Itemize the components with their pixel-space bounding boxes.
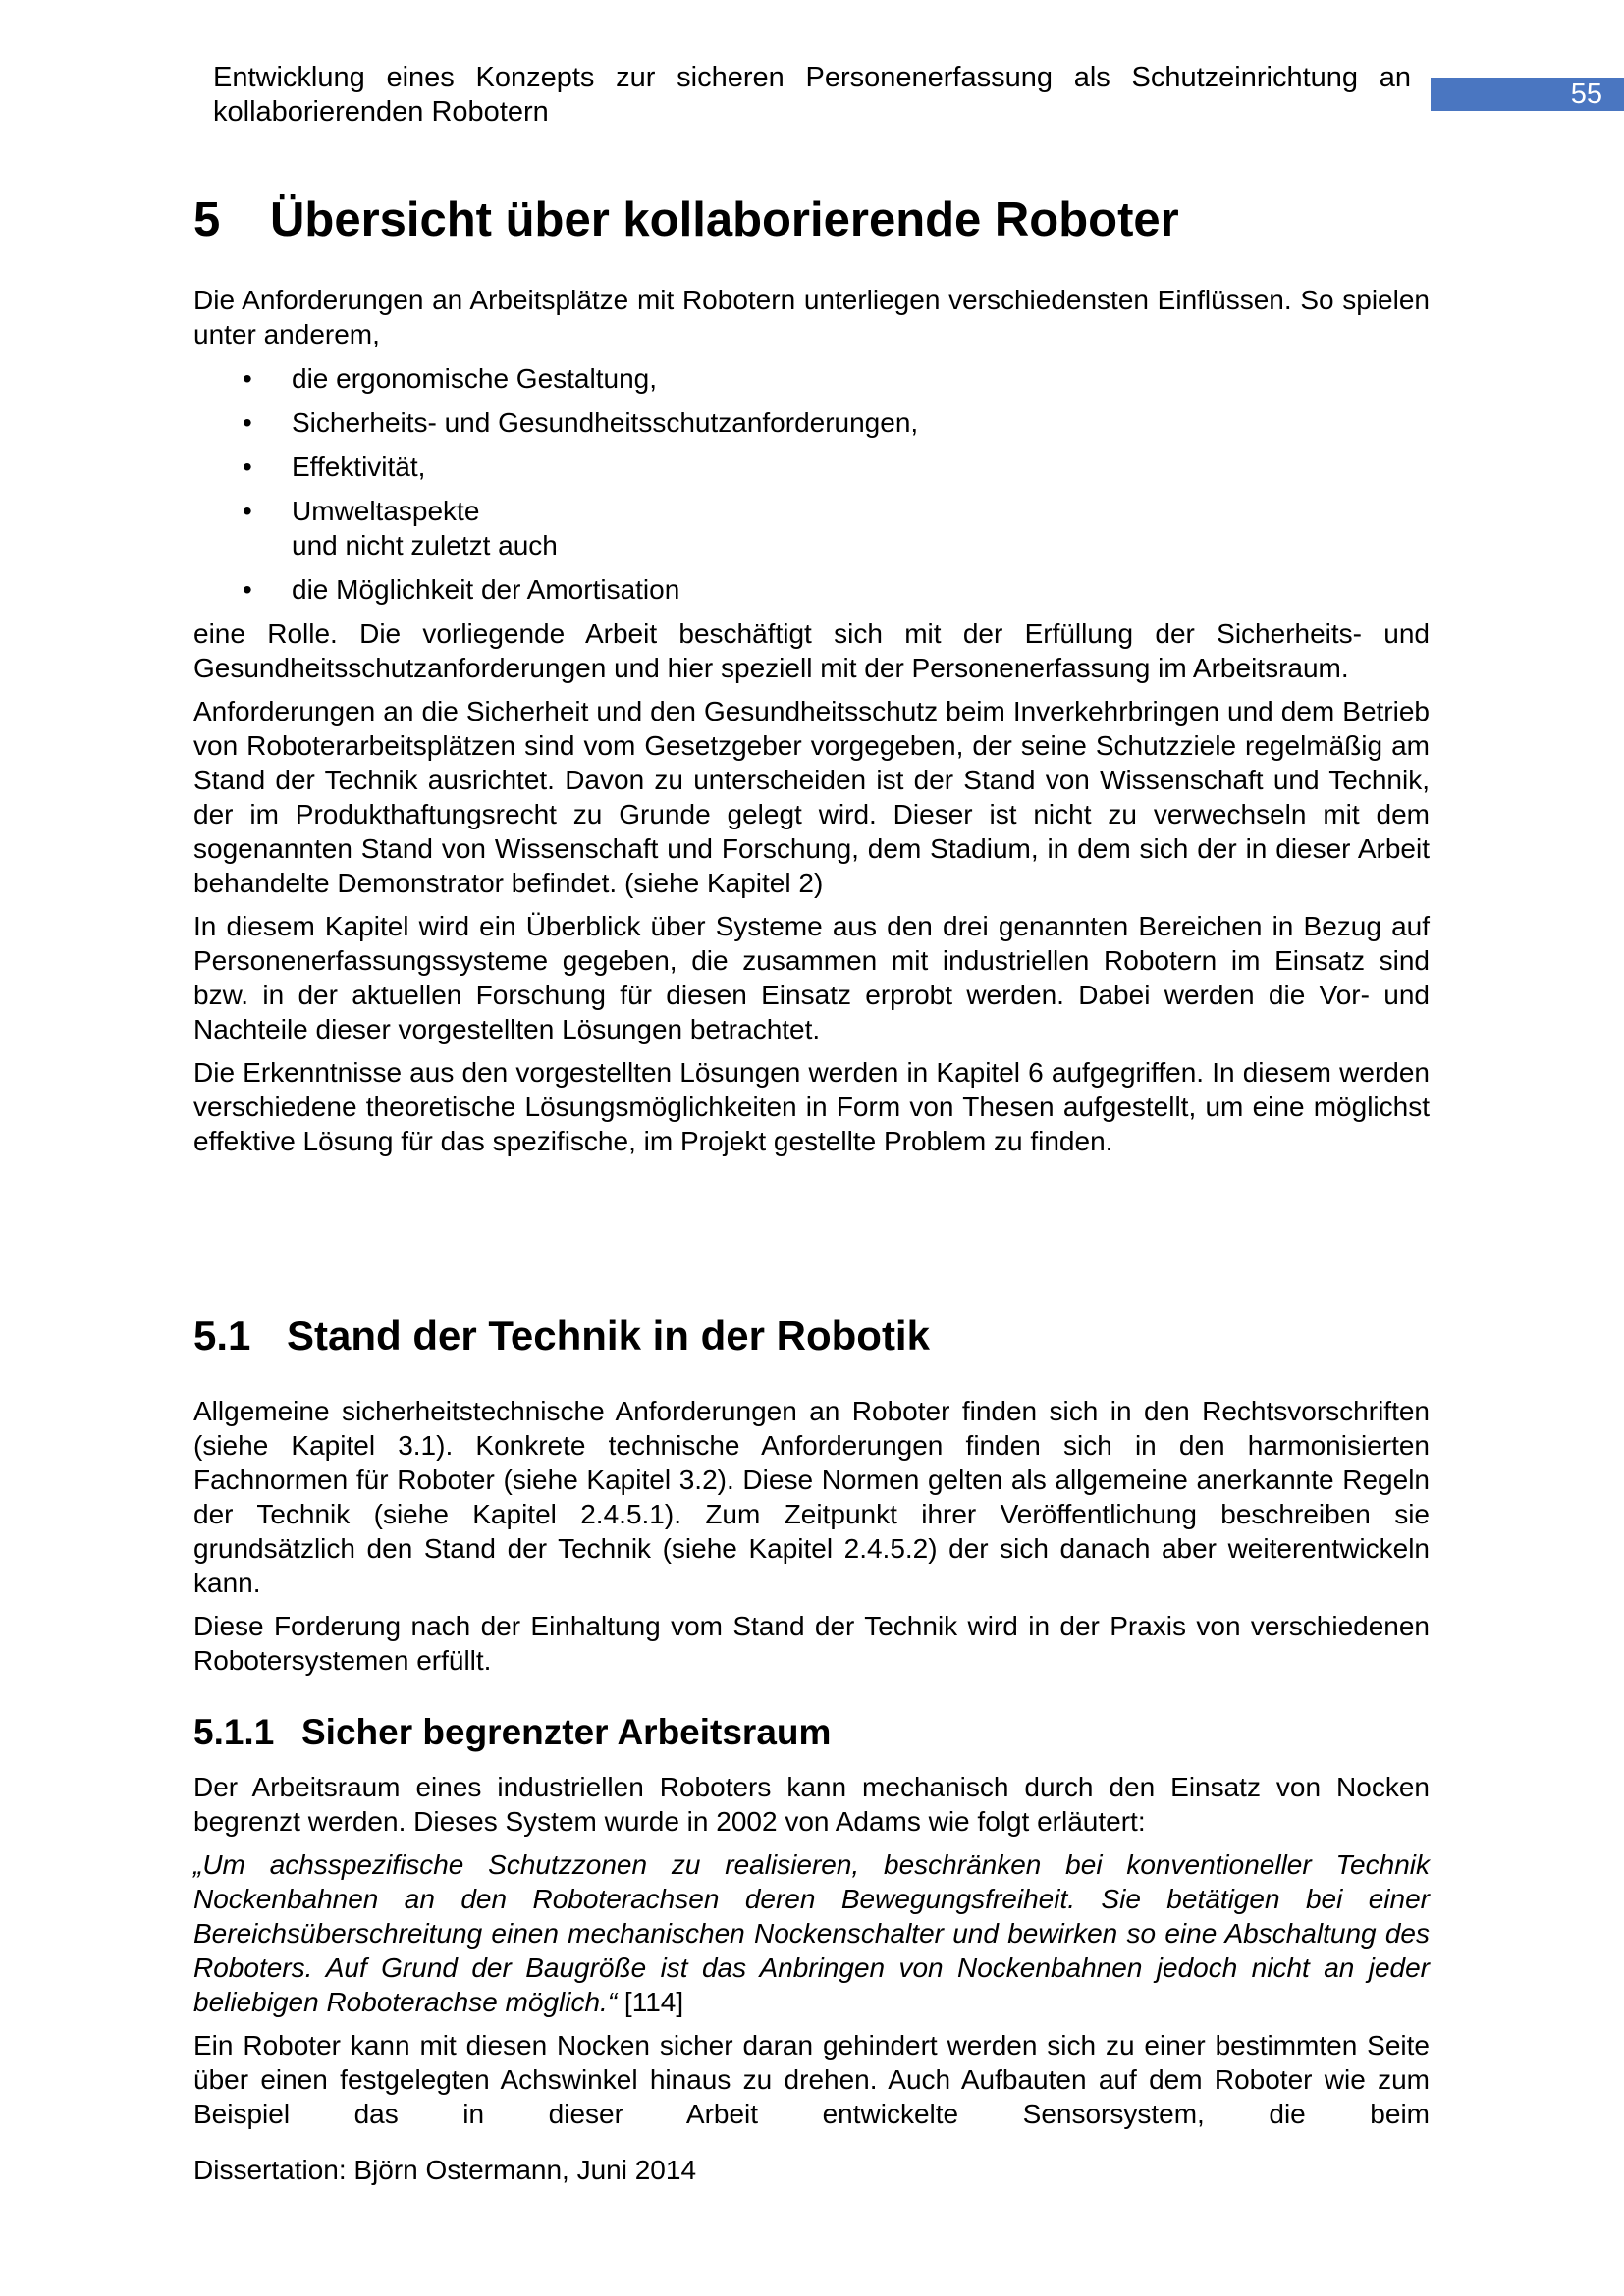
chapter-title: Übersicht über kollaborierende Roboter bbox=[270, 193, 1179, 246]
quote bbox=[193, 1847, 1430, 2019]
section-title: Stand der Technik in der Robotik bbox=[287, 1312, 930, 1359]
section-body bbox=[193, 1394, 1430, 1686]
section-heading bbox=[193, 1312, 930, 1360]
subsection-number: 5.1.1 bbox=[193, 1712, 275, 1752]
list-item: • Umweltaspekte und nicht zuletzt auch bbox=[243, 496, 558, 561]
page-number: 55 bbox=[1431, 78, 1624, 111]
quote-text: „Um achsspezifische Schutzzonen zu realisieren, beschränken bei konventioneller Technik Nockenbahnen an den Roboterachsen deren Bewegungsfreiheit. Sie betätigen bei einer Bereichsüberschreitung einen mechanischen Nockenschalter und bewirken so eine Abschaltung des Roboters. Auf Grund der Baugröße ist das Anbringen von Nockenbahnen jedoch nicht an jeder beliebigen Roboterachse möglich.“ bbox=[193, 1849, 1430, 2017]
bullet-continuation: und nicht zuletzt auch bbox=[292, 530, 558, 561]
paragraph: eine Rolle. Die vorliegende Arbeit beschäftigt sich mit der Erfüllung der Sicherheits- und Gesundheitsschutzanforderungen und hier speziell mit der Personenerfassung im Arbeitsraum. bbox=[193, 618, 1430, 683]
subsection-title: Sicher begrenzter Arbeitsraum bbox=[301, 1712, 832, 1752]
paragraph: In diesem Kapitel wird ein Überblick über Systeme aus den drei genannten Bereichen in Bezug auf Personenerfassungssysteme gegeben, die zusammen mit industriellen Robotern im Einsatz sind bzw. in der aktuellen Forschung für diesen Einsatz erprobt werden. Dabei werden die Vor- und Nachteile dieser vorgestellten Lösungen betrachtet. bbox=[193, 911, 1430, 1044]
bullet-list bbox=[193, 361, 1430, 607]
paragraph: Allgemeine sicherheitstechnische Anforderungen an Roboter finden sich in den Rechtsvorschriften (siehe Kapitel 3.1). Konkrete technische Anforderungen finden sich in den harmonisierten Fachnormen für Roboter (siehe Kapitel 3.2). Diese Normen gelten als allgemeine anerkannte Regeln der Technik (siehe Kapitel 2.4.5.1). Zum Zeitpunkt ihrer Veröffentlichung beschreiben sie grundsätzlich den Stand der Technik (siehe Kapitel 2.4.5.2) der sich danach aber weiterentwickeln kann. bbox=[193, 1396, 1430, 1598]
section-number: 5.1 bbox=[193, 1312, 251, 1359]
chapter-heading bbox=[193, 192, 1179, 247]
paragraph: Diese Forderung nach der Einhaltung vom Stand der Technik wird in der Praxis von verschiedenen Robotersystemen erfüllt. bbox=[193, 1611, 1430, 1676]
chapter-number: 5 bbox=[193, 193, 221, 246]
paragraph: Anforderungen an die Sicherheit und den Gesundheitsschutz beim Inverkehrbringen und dem Betrieb von Roboterarbeitsplätzen sind vom Gesetzgeber vorgegeben, der seine Schutzziele regelmäßig am Stand der Technik ausrichtet. Davon zu unterscheiden ist der Stand von Wissenschaft und Technik, der im Produkthaftungsrecht zu Grunde gelegt wird. Dieser ist nicht zu verwechseln mit dem sogenannten Stand von Wissenschaft und Forschung, dem Stadium, in dem sich der in dieser Arbeit behandelte Demonstrator befindet. (siehe Kapitel 2) bbox=[193, 696, 1430, 898]
running-header: Entwicklung eines Konzepts zur sicheren Personenerfassung als Schutzeinrichtung an kollaborierenden Robotern bbox=[213, 62, 1411, 128]
citation: [114] bbox=[617, 1987, 684, 2017]
subsection-heading bbox=[193, 1712, 831, 1753]
subsection-body bbox=[193, 1770, 1430, 2140]
paragraph: Die Erkenntnisse aus den vorgestellten Lösungen werden in Kapitel 6 aufgegriffen. In diesem werden verschiedene theoretische Lösungsmöglichkeiten in Form von Thesen aufgestellt, um eine möglichst effektive Lösung für das spezifische, im Projekt gestellte Problem zu finden. bbox=[193, 1057, 1430, 1156]
list-item: • die Möglichkeit der Amortisation bbox=[243, 574, 680, 605]
chapter-body bbox=[193, 283, 1430, 1167]
list-item: • Sicherheits- und Gesundheitsschutzanforderungen, bbox=[243, 407, 919, 438]
footer: Dissertation: Björn Ostermann, Juni 2014 bbox=[193, 2155, 697, 2185]
list-item: • die ergonomische Gestaltung, bbox=[243, 363, 657, 394]
intro-paragraph: Die Anforderungen an Arbeitsplätze mit Robotern unterliegen verschiedensten Einflüssen. So spielen unter anderem, bbox=[193, 285, 1430, 349]
paragraph: Der Arbeitsraum eines industriellen Roboters kann mechanisch durch den Einsatz von Nocken begrenzt werden. Dieses System wurde in 2002 von Adams wie folgt erläutert: bbox=[193, 1772, 1430, 1837]
list-item: • Effektivität, bbox=[243, 452, 426, 482]
paragraph: Ein Roboter kann mit diesen Nocken sicher daran gehindert werden sich zu einer bestimmten Seite über einen festgelegten Achswinkel hinaus zu drehen. Auch Aufbauten auf dem Roboter wie zum Beispiel das in dieser Arbeit entwickelte Sensorsystem, die beim bbox=[193, 2030, 1430, 2129]
